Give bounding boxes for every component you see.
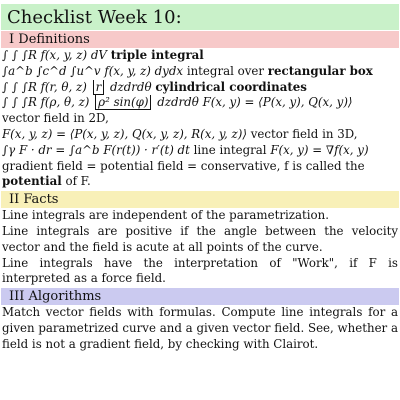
rectangular-box-text: integral over xyxy=(186,63,265,78)
algorithms-heading: III Algorithms xyxy=(9,289,102,305)
algorithms-paragraph: Match vector fields with formulas. Compute line integrals for a given parametrized curve and a given vector field. See, whether a field is not a gradient field, by checking with Clairot. xyxy=(2,305,398,351)
rectangular-box-math: ∫a^b ∫c^d ∫u^v f(x, y, z) dydx xyxy=(2,63,184,78)
definitions-content xyxy=(1,48,399,190)
spherical-line xyxy=(2,95,398,111)
facts-heading-bar xyxy=(1,191,399,208)
definitions-heading-bar xyxy=(1,31,399,48)
cylindrical-math-after: dzdrdθ xyxy=(109,79,152,94)
rectangular-box-label: rectangular box xyxy=(267,63,373,78)
line-integral-math-before: ∫γ F · dr = ∫a^b F(r(t)) · r′(t) dt xyxy=(2,142,190,157)
spherical-jacobian-box: ρ² sin(φ) xyxy=(95,95,151,110)
vector-field-3d-line xyxy=(2,127,398,143)
facts-heading: II Facts xyxy=(9,192,59,208)
fact-paragraph-3: Line integrals have the interpretation of "Work", if F is interpreted as a force field. xyxy=(2,255,398,286)
vector-field-2d-text: vector field in 2D, xyxy=(2,111,109,126)
cylindrical-label: cylindrical coordinates xyxy=(155,79,307,94)
line-integral-math-after: F(x, y) = ∇f(x, y) xyxy=(270,142,369,157)
facts-content xyxy=(1,208,399,287)
gradient-field-text-1: gradient field = potential field = conservative, f is called the xyxy=(2,158,365,173)
gradient-field-text-2: of F. xyxy=(65,174,91,189)
vector-field-2d-line xyxy=(2,111,398,127)
line-integral-line xyxy=(2,143,398,159)
potential-label: potential xyxy=(2,174,62,189)
page-title: Checklist Week 10: xyxy=(7,6,182,28)
triple-integral-math: ∫ ∫ ∫R f(x, y, z) dV xyxy=(2,48,107,62)
vector-field-3d-text: vector field in 3D, xyxy=(250,126,358,141)
triple-integral-label: triple integral xyxy=(110,48,204,62)
spherical-math-after: dzdrdθ F(x, y) = ⟨P(x, y), Q(x, y)⟩ xyxy=(157,95,353,110)
cylindrical-jacobian-box: r xyxy=(93,80,105,95)
rectangular-box-line xyxy=(2,64,398,80)
page-title-bar xyxy=(1,4,399,30)
cylindrical-line xyxy=(2,80,398,96)
spherical-math-before: ∫ ∫ ∫R f(ρ, θ, z) xyxy=(2,95,90,110)
gradient-field-line-1 xyxy=(2,159,398,175)
line-integral-text: line integral xyxy=(193,142,267,157)
cylindrical-math-before: ∫ ∫ ∫R f(r, θ, z) xyxy=(2,79,87,94)
fact-paragraph-1: Line integrals are independent of the parametrization. xyxy=(2,208,329,223)
definitions-heading: I Definitions xyxy=(9,32,90,47)
fact-paragraph-2: Line integrals are positive if the angle between the velocity vector and the field is acute at all points of the curve. xyxy=(2,223,398,254)
vector-field-3d-math: F(x, y, z) = ⟨P(x, y, z), Q(x, y, z), R(x, y, z)⟩ xyxy=(2,126,247,141)
triple-integral-line xyxy=(2,48,398,64)
gradient-field-line-2 xyxy=(2,174,398,190)
algorithms-content xyxy=(1,305,399,352)
algorithms-heading-bar xyxy=(1,288,399,305)
